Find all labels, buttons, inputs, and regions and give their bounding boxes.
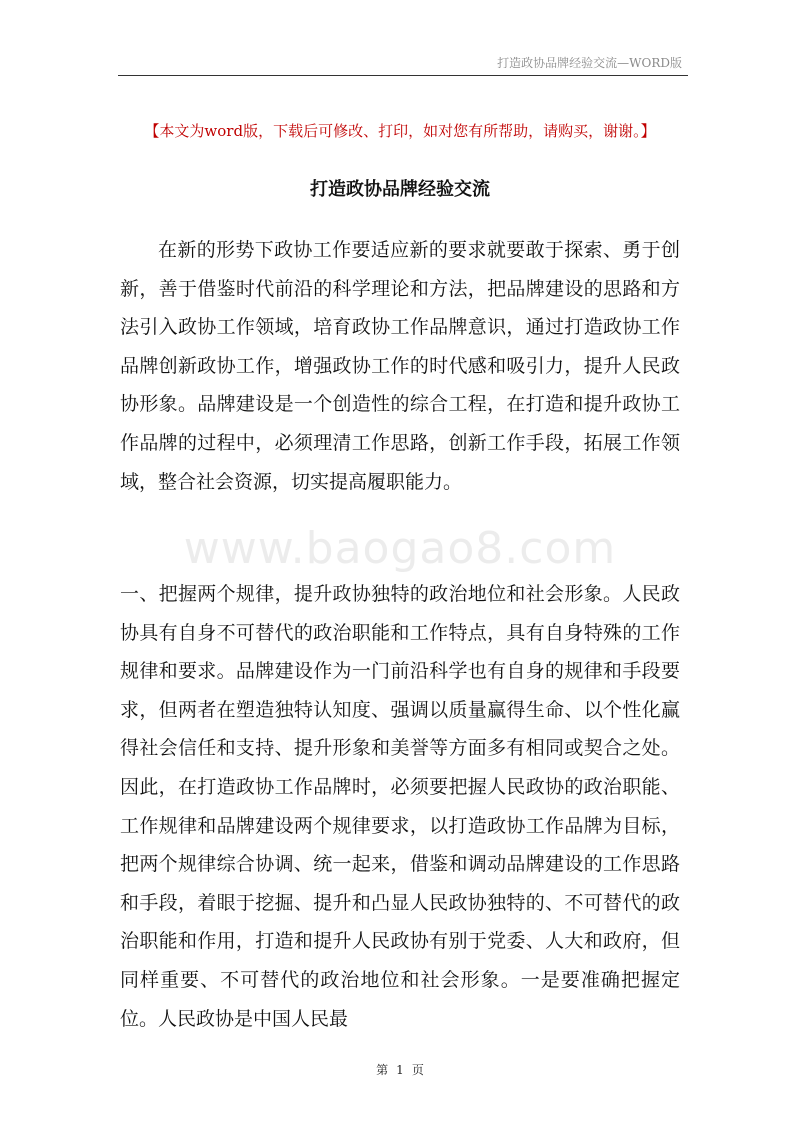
header-divider xyxy=(118,75,688,76)
footer-suffix: 页 xyxy=(411,1063,424,1077)
purchase-notice: 【本文为word版，下载后可修改、打印，如对您有所帮助，请购买，谢谢。】 xyxy=(144,122,656,140)
body-paragraph-section-one: 一、把握两个规律，提升政协独特的政治地位和社会形象。人民政协具有自身不可替代的政治职能和工作特点，具有自身特殊的工作规律和要求。品牌建设作为一门前沿科学也有自身的规律和手段要求，但两者在塑造独特认知度、强调以质量赢得生命、以个性化赢得社会信任和支持、提升形象和美誉等方面多有相同或契合之处。因此，在打造政协工作品牌时，必须要把握人民政协的政治职能、工作规律和品牌建设两个规律要求，以打造政协工作品牌为目标，把两个规律综合协调、统一起来，借鉴和调动品牌建设的工作思路和手段，着眼于挖掘、提升和凸显人民政协独特的、不可替代的政治职能和作用，打造和提升人民政协有别于党委、人大和政府，但同样重要、不可替代的政治地位和社会形象。一是要准确把握定位。人民政协是中国人民最 xyxy=(120,583,680,1030)
document-title: 打造政协品牌经验交流 xyxy=(310,179,490,200)
watermark: www.baogao8.com xyxy=(183,523,617,574)
body-paragraph-intro: 在新的形势下政协工作要适应新的要求就要敢于探索、勇于创新，善于借鉴时代前沿的科学理论和方法，把品牌建设的思路和方法引入政协工作领域，培育政协工作品牌意识，通过打造政协工作品牌创新政协工作，增强政协工作的时代感和吸引力，提升人民政协形象。品牌建设是一个创造性的综合工程，在打造和提升政协工作品牌的过程中，必须理清工作思路，创新工作手段，拓展工作领域，整合社会资源，切实提高履职能力。 xyxy=(120,239,680,493)
page-number: 1 xyxy=(396,1063,404,1077)
running-header: 打造政协品牌经验交流—WORD版 xyxy=(497,56,682,70)
page-footer xyxy=(0,1061,800,1078)
footer-prefix: 第 xyxy=(376,1063,389,1077)
